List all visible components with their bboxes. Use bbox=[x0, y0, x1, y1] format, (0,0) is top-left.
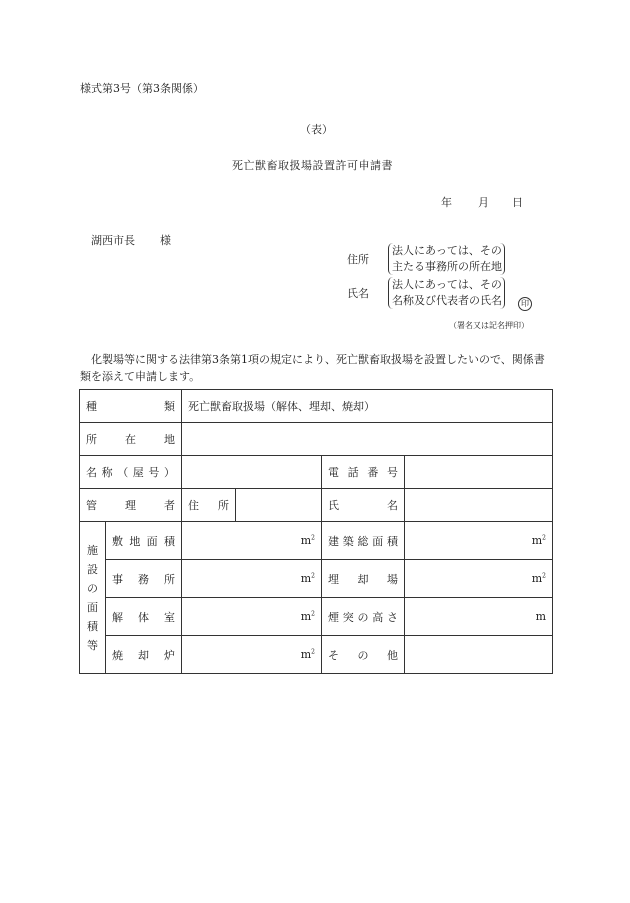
date-day: 日 bbox=[512, 196, 523, 209]
document-title: 死亡獣畜取扱場設置許可申請書 bbox=[232, 159, 393, 172]
unit-height: m bbox=[535, 610, 546, 623]
unit-sqm: $m^2$ bbox=[300, 572, 315, 585]
seal-mark: 印 bbox=[518, 297, 532, 311]
unit-sqm: $m^2$ bbox=[300, 534, 315, 547]
phone-label: 電 話 番 号 bbox=[328, 466, 398, 479]
location-label: 所 在 地 bbox=[86, 433, 175, 446]
addressee-name: 湖西市長 bbox=[91, 234, 135, 247]
site-area-value[interactable] bbox=[182, 522, 322, 560]
signature-note: （署名又は記名押印） bbox=[449, 321, 529, 330]
office-value[interactable] bbox=[182, 560, 322, 598]
address-note-line-1: 法人にあっては、その bbox=[392, 244, 502, 257]
burial-label: 埋 却 場 bbox=[328, 572, 398, 586]
other-value[interactable] bbox=[405, 636, 553, 674]
addressee-honorific: 様 bbox=[160, 234, 171, 247]
unit-sqm: $m^2$ bbox=[531, 534, 546, 547]
name-note-line-1: 法人にあっては、その bbox=[392, 278, 502, 291]
chimney-value[interactable] bbox=[405, 598, 553, 636]
dismantle-label: 解 体 室 bbox=[112, 610, 175, 624]
unit-sqm: $m^2$ bbox=[300, 648, 315, 661]
manager-label: 管 理 者 bbox=[86, 499, 175, 512]
other-label: そ の 他 bbox=[328, 648, 398, 662]
building-area-value[interactable] bbox=[405, 522, 553, 560]
type-value: 死亡獣畜取扱場（解体、埋却、焼却） bbox=[182, 390, 553, 423]
business-name-value[interactable] bbox=[182, 456, 322, 489]
chimney-label: 煙 突 の 高 さ bbox=[328, 610, 398, 624]
manager-name-label: 氏 名 bbox=[328, 499, 398, 512]
unit-sqm: $m^2$ bbox=[531, 572, 546, 585]
location-value[interactable] bbox=[182, 423, 553, 456]
application-table bbox=[79, 389, 553, 674]
unit-sqm: $m^2$ bbox=[300, 610, 315, 623]
incinerator-value[interactable] bbox=[182, 636, 322, 674]
applicant-name-note bbox=[388, 277, 505, 309]
manager-address-value[interactable] bbox=[236, 489, 322, 522]
incinerator-label: 焼 却 炉 bbox=[112, 648, 175, 662]
applicant-address-note bbox=[388, 243, 505, 275]
form-side: （表） bbox=[300, 123, 333, 136]
site-area-label: 敷 地 面 積 bbox=[112, 534, 175, 548]
office-label: 事 務 所 bbox=[112, 572, 175, 586]
dismantle-value[interactable] bbox=[182, 598, 322, 636]
type-label: 種 類 bbox=[86, 400, 175, 413]
date-year: 年 bbox=[441, 196, 452, 209]
manager-address-label: 住 所 bbox=[188, 499, 229, 512]
form-number: 様式第3号（第3条関係） bbox=[80, 82, 204, 95]
business-name-label: 名 称 （ 屋 号 ） bbox=[86, 466, 175, 479]
name-note-line-2: 名称及び代表者の氏名 bbox=[392, 294, 502, 307]
facility-label: 施 設 の 面 積 等 bbox=[80, 522, 106, 674]
manager-name-value[interactable] bbox=[405, 489, 553, 522]
intro-paragraph: 化製場等に関する法律第3条第1項の規定により、死亡獣畜取扱場を設置したいので、関係書類を添えて申請します。 bbox=[80, 353, 545, 383]
date-month: 月 bbox=[478, 196, 489, 209]
applicant-address-label: 住所 bbox=[347, 253, 369, 266]
building-area-label: 建 築 総 面 積 bbox=[328, 534, 398, 548]
burial-value[interactable] bbox=[405, 560, 553, 598]
address-note-line-2: 主たる事務所の所在地 bbox=[392, 260, 502, 273]
applicant-name-label: 氏名 bbox=[347, 287, 369, 300]
phone-value[interactable] bbox=[405, 456, 553, 489]
